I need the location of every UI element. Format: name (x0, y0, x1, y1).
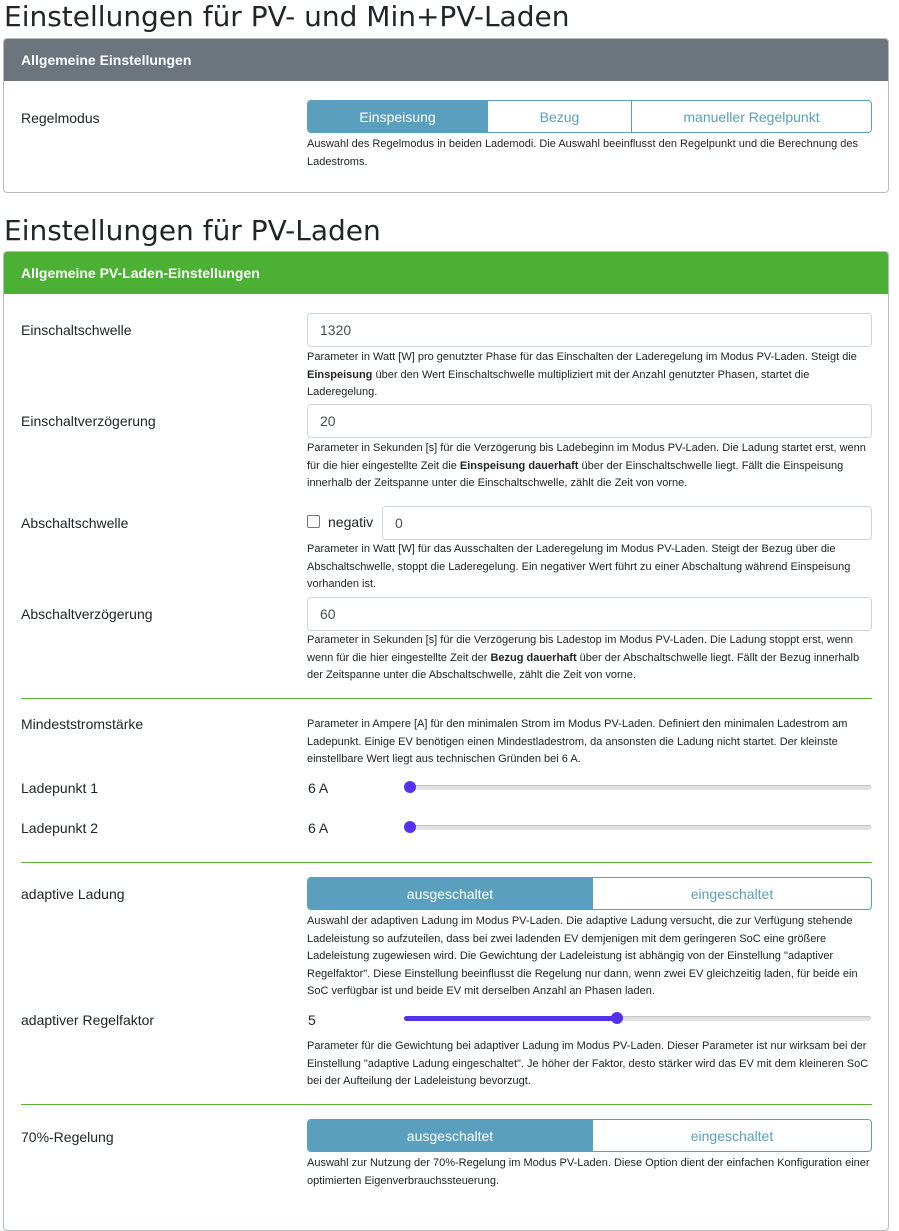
regelmodus-label: Regelmodus (21, 110, 100, 126)
adaptive-ladung-option-aus[interactable]: ausgeschaltet (308, 878, 592, 909)
abschaltverzoegerung-help: Parameter in Sekunden [s] für die Verzögerung bis Ladestop im Modus PV-Laden. Die Ladung stoppt erst, wenn wenn für die hier eingestellte Zeit der Bezug dauerhaft über der Abschaltschwelle liegt. Fällt der Bezug innerhalb der Zeitspanne unter die Abschaltschwelle, zählt die Zeit von vorne. (307, 634, 860, 681)
regelfaktor-slider-track[interactable] (404, 1016, 871, 1021)
adaptive-ladung-button-group (307, 877, 872, 910)
abschaltverzoegerung-label: Abschaltverzögerung (21, 606, 153, 622)
siebzig-regelung-option-aus[interactable]: ausgeschaltet (308, 1120, 592, 1151)
ladepunkt-2-slider-thumb[interactable] (404, 821, 416, 833)
regelmodus-option-einspeisung[interactable]: Einspeisung (308, 101, 487, 132)
regelmodus-help: Auswahl des Regelmodus in beiden Lademodi. Die Auswahl beeinflusst den Regelpunkt und die Berechnung des Ladestroms. (307, 138, 858, 168)
divider (21, 862, 872, 863)
siebzig-regelung-label: 70%-Regelung (21, 1129, 114, 1145)
siebzig-regelung-help: Auswahl zur Nutzung der 70%-Regelung im Modus PV-Laden. Diese Option dient der einfachen Konfiguration einer optimierten Eigenverbrauchssteuerung. (307, 1157, 870, 1187)
negativ-label: negativ (328, 514, 374, 530)
regelfaktor-label: adaptiver Regelfaktor (21, 1012, 155, 1028)
einschaltschwelle-label: Einschaltschwelle (21, 322, 132, 338)
ladepunkt-1-slider-thumb[interactable] (404, 781, 416, 793)
divider (21, 1104, 872, 1105)
card-header-pv: Allgemeine PV-Laden-Einstellungen (4, 252, 888, 294)
adaptive-ladung-label: adaptive Ladung (21, 886, 125, 902)
einschaltschwelle-help: Parameter in Watt [W] pro genutzter Phase für das Einschalten der Laderegelung im Modus PV-Laden. Steigt die Einspeisung über den Wert Einschaltschwelle multipliziert mit der Anzahl genutzter Phasen, startet die Laderegelung. (307, 351, 857, 398)
einschaltschwelle-input[interactable]: 1320 (307, 313, 872, 347)
page-title: Einstellungen für PV- und Min+PV-Laden (4, 0, 570, 33)
regelfaktor-help: Parameter für die Gewichtung bei adaptiver Ladung im Modus PV-Laden. Dieser Parameter ist nur wirksam bei der Einstellung "adaptive Ladung eingeschaltet". Je höher der Faktor, desto stärker wird das EV mit dem kleineren SoC bei der Aufteilung der Ladeleistung bevorzugt. (307, 1040, 869, 1087)
siebzig-regelung-button-group (307, 1119, 872, 1152)
einschaltverzoegerung-help: Parameter in Sekunden [s] für die Verzögerung bis Ladebeginn im Modus PV-Laden. Die Ladung startet erst, wenn für die hier eingestellte Zeit die Einspeisung dauerhaft über der Einschaltschwelle liegt. Fällt die Einspeisung innerhalb der Zeitspanne unter die Einschaltschwelle, zählt die Zeit von vorne. (307, 442, 866, 489)
mindeststrom-label: Mindeststromstärke (21, 716, 144, 732)
section-title-pv: Einstellungen für PV-Laden (4, 214, 381, 247)
ladepunkt-1-label: Ladepunkt 1 (21, 780, 99, 796)
mindeststrom-help: Parameter in Ampere [A] für den minimalen Strom im Modus PV-Laden. Definiert den minimalen Ladestrom am Ladepunkt. Einige EV benötigen einen Mindestladestrom, da ansonsten die Ladung nicht startet. Der kleinste einstellbare Wert liegt aus technischen Gründen bei 6 A. (307, 718, 848, 765)
einschaltverzoegerung-label: Einschaltverzögerung (21, 413, 156, 429)
ladepunkt-2-label: Ladepunkt 2 (21, 820, 99, 836)
divider (21, 698, 872, 699)
ladepunkt-2-slider-track[interactable] (404, 825, 871, 830)
regelmodus-button-group (307, 100, 872, 133)
ladepunkt-1-value: 6 A (308, 780, 329, 796)
adaptive-ladung-option-ein[interactable]: eingeschaltet (592, 878, 871, 909)
regelfaktor-slider-thumb[interactable] (611, 1012, 623, 1024)
regelfaktor-slider-fill (404, 1016, 617, 1021)
abschaltschwelle-help: Parameter in Watt [W] für das Ausschalten der Laderegelung im Modus PV-Laden. Steigt der Bezug über die Abschaltschwelle, stoppt die Laderegelung. Ein negativer Wert führt zu einer Abschaltung während Einspeisung vorhanden ist. (307, 543, 851, 590)
ladepunkt-2-value: 6 A (308, 820, 329, 836)
regelmodus-option-bezug[interactable]: Bezug (487, 101, 631, 132)
abschaltverzoegerung-input[interactable]: 60 (307, 597, 872, 631)
negativ-checkbox[interactable] (307, 515, 320, 528)
ladepunkt-1-slider-track[interactable] (404, 785, 871, 790)
abschaltschwelle-input[interactable]: 0 (382, 506, 872, 540)
regelmodus-option-manuell[interactable]: manueller Regelpunkt (631, 101, 871, 132)
abschaltschwelle-label: Abschaltschwelle (21, 515, 129, 531)
card-header: Allgemeine Einstellungen (4, 39, 888, 81)
regelfaktor-value: 5 (308, 1012, 316, 1028)
einschaltverzoegerung-input[interactable]: 20 (307, 404, 872, 438)
siebzig-regelung-option-ein[interactable]: eingeschaltet (592, 1120, 871, 1151)
adaptive-ladung-help: Auswahl der adaptiven Ladung im Modus PV-Laden. Die adaptive Ladung versucht, die zur Verfügung stehende Ladeleistung so aufzuteilen, dass bei zwei ladenden EV demjenigen mit dem geringeren SoC eine größere Ladeleistung zugewiesen wird. Die Gewichtung der Ladeleistung ist abhängig von der Einstellung "adaptiver Regelfaktor". Diese Einstellung beeinflusst die Regelung nur dann, wenn zwei EV gleichzeitig laden, für beide ein SoC verfügbar ist und beide EV mit derselben Anzahl an Phasen laden. (307, 915, 858, 997)
